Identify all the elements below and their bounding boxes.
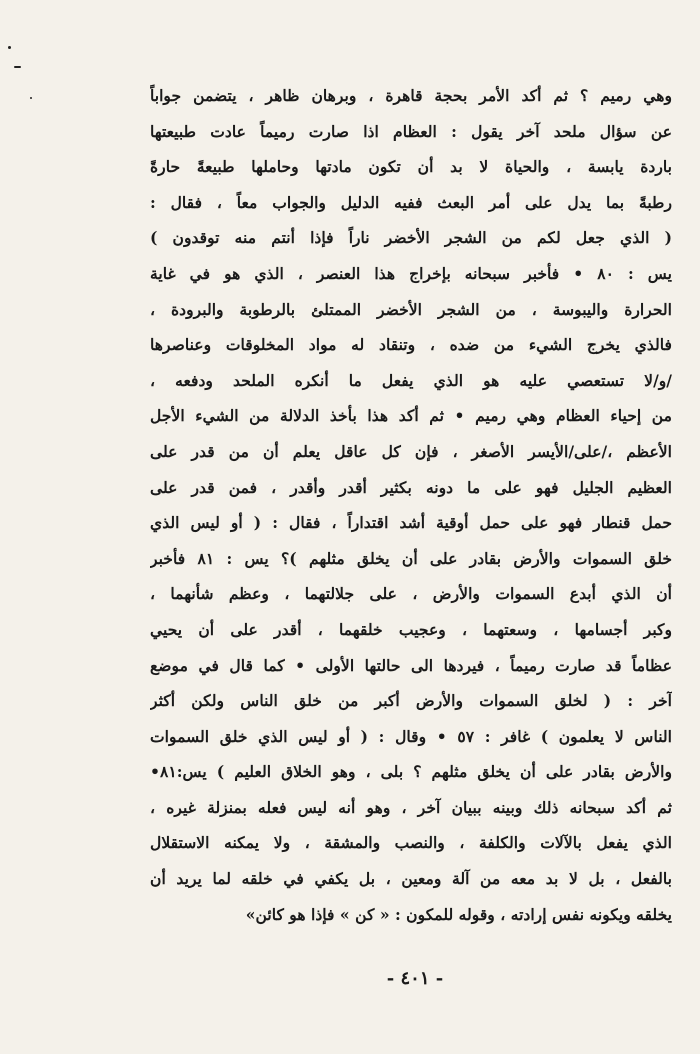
text-line-23: بالفعل ، بل لا بد معه من آلة ومعين ، بل يكفي في خلقه لما يريد أن: [150, 869, 672, 889]
text-line-16: وكبر أجسامها ، وسعتهما ، وعجيب خلقهما ، أقدر على أن يحيي: [150, 619, 672, 639]
scan-speck-3: [30, 97, 32, 99]
text-line-5: ( الذي جعل لكم من الشجر الأخضر ناراً فإذا أنتم منه توقدون ): [150, 228, 672, 248]
text-line-18: آخر : ( لخلق السموات والأرض أكبر من خلق الناس ولكن أكثر: [150, 691, 672, 711]
scan-speck-2: [14, 66, 21, 68]
text-line-20: والأرض بقادر على أن يخلق مثلهم ؟ بلى ، وهو الخلاق العليم ) يس:٨١•: [150, 762, 672, 782]
text-line-11: الأعظم ،/على/الأيسر الأصغر ، فإن كل عاقل يعلم أن من قدر على: [150, 441, 672, 461]
text-line-6: يس : ٨٠ • فأخبر سبحانه بإخراج هذا العنصر ، الذي هو في غاية: [150, 263, 672, 283]
text-line-15: أن الذي أبدع السموات والأرض ، على جلالتهما ، وعظم شأنهما ،: [150, 584, 672, 604]
text-line-1: وهي رميم ؟ ثم أكد الأمر بحجة قاهرة ، وبرهان ظاهر ، يتضمن جواباً: [150, 86, 672, 105]
page-number: - ٤٠١ -: [386, 968, 444, 989]
text-line-19: الناس لا يعلمون ) غافر : ٥٧ • وقال : ( أو ليس الذي خلق السموات: [150, 726, 672, 746]
text-line-3: باردة يابسة ، والحياة لا بد أن تكون مادتها وحاملها طبيعةً حارةً: [150, 157, 672, 177]
text-line-12: العظيم الجليل فهو على ما دونه بكثير أقدر وأقدر ، فمن قدر على: [150, 477, 672, 497]
text-line-4: رطبةً بما يدل على أمر البعث ففيه الدليل والجواب معاً ، فقال :: [150, 192, 672, 212]
text-line-7: الحرارة واليبوسة ، من الشجر الأخضر الممتلئ بالرطوبة والبرودة ،: [150, 299, 672, 319]
text-line-21: ثم أكد سبحانه ذلك وبينه ببيان آخر ، وهو أنه ليس فعله بمنزلة غيره ،: [150, 797, 672, 817]
text-line-8: فالذي يخرج الشيء من ضده ، وتنقاد له مواد المخلوقات وعناصرها: [150, 335, 672, 355]
text-line-24: يخلقه ويكونه نفس إرادته ، وقوله للمكون : « كن » فإذا هو كائن»: [245, 904, 672, 924]
text-line-14: خلق السموات والأرض بقادر على أن يخلق مثلهم )؟ يس : ٨١ فأخبر: [150, 548, 672, 568]
text-line-17: عظاماً قد صارت رميماً ، فيردها الى حالتها الأولى • كما قال في موضع: [150, 655, 672, 675]
scan-speck-1: [8, 46, 11, 49]
text-line-9: /و/لا تستعصي عليه هو الذي يفعل ما أنكره الملحد ودفعه ،: [150, 370, 672, 390]
text-line-22: الذي يفعل بالآلات والكلفة ، والنصب والمشقة ، ولا يمكنه الاستقلال: [150, 833, 672, 853]
text-line-2: عن سؤال ملحد آخر يقول : العظام اذا صارت رميماً عادت طبيعتها: [150, 121, 672, 141]
text-line-13: حمل قنطار فهو على حمل أوقية أشد اقتداراً ، فقال : ( أو ليس الذي: [150, 513, 672, 533]
text-line-10: من إحياء العظام وهي رميم • ثم أكد هذا بأخذ الدلالة من الشيء الأجل: [150, 406, 672, 426]
page-body-text: [150, 78, 672, 932]
